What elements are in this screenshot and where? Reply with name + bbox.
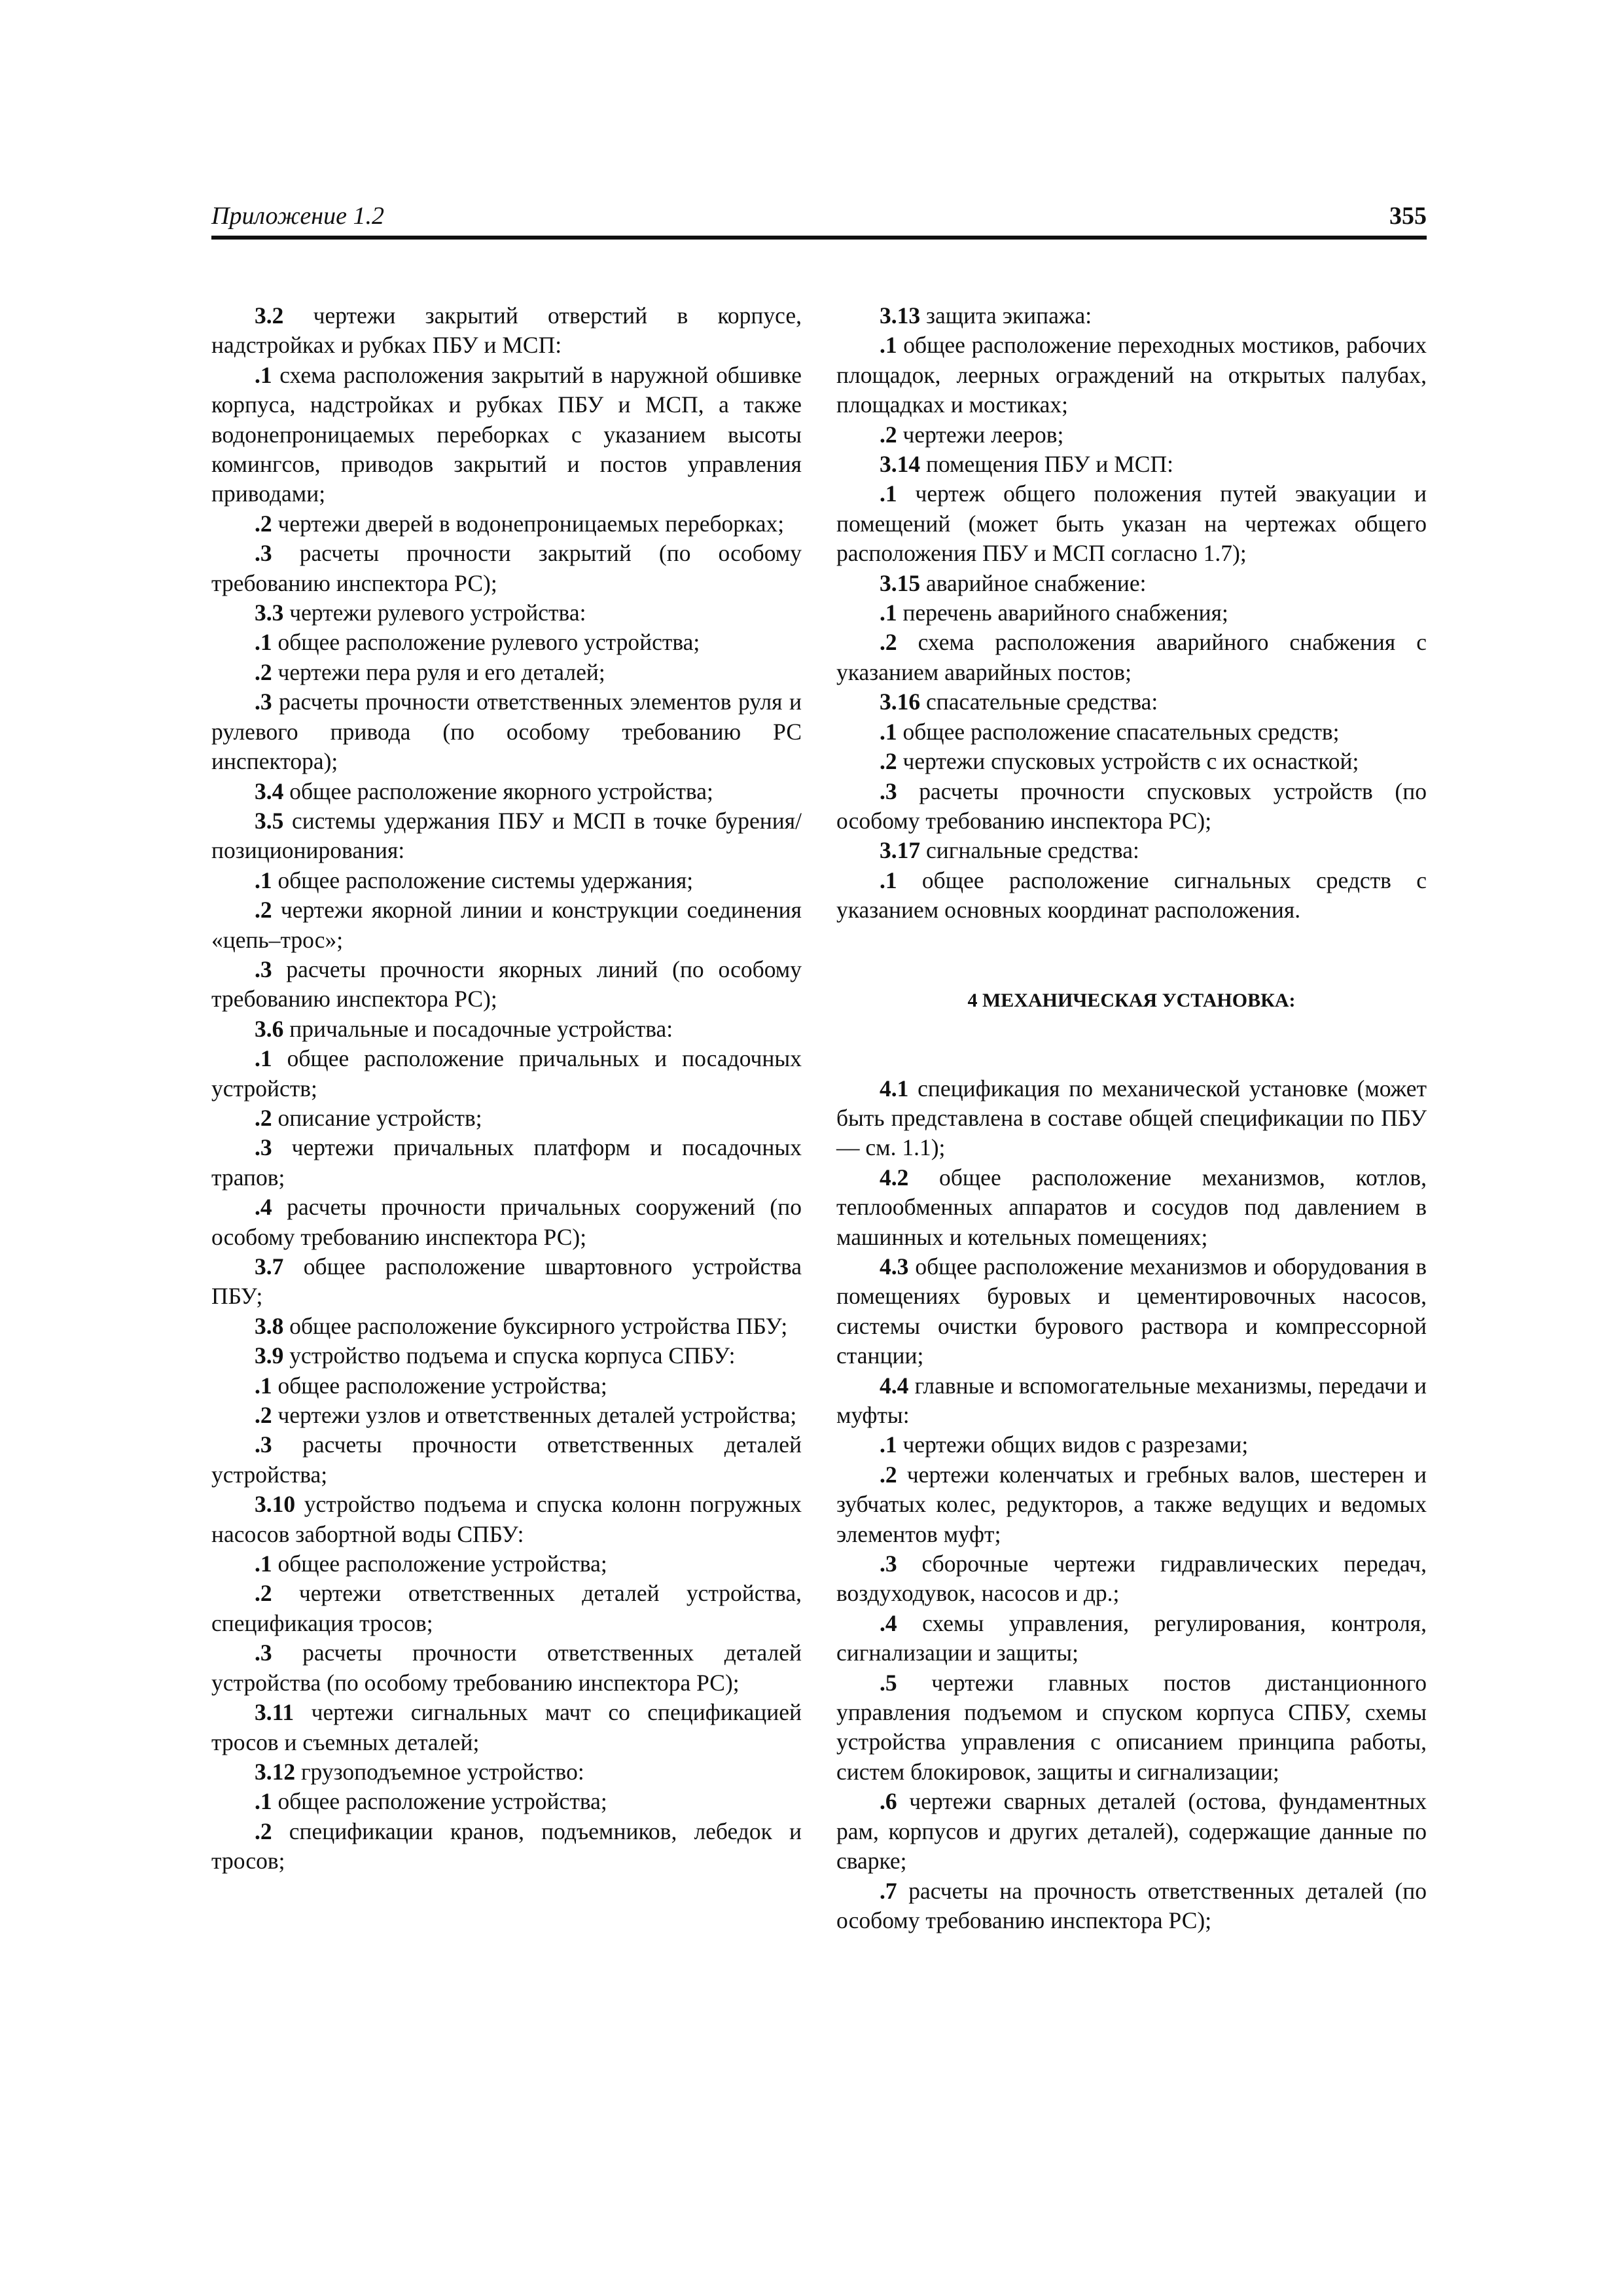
paragraph [211,777,802,806]
item-number: 4.2 [880,1164,909,1191]
item-text: аварийное снабжение: [920,569,1147,596]
item-number: 3.12 [255,1758,296,1785]
paragraph [836,1252,1427,1371]
paragraph [211,628,802,657]
left-column [211,301,802,1876]
item-text: общее расположение переходных мостиков, рабочих площадок, леерных ограждений на открытых палубах, площадках и мостиках; [836,332,1427,418]
item-number: 3.7 [255,1253,284,1280]
item-text: общее расположение причальных и посадочных устройств; [211,1045,802,1102]
paragraph [211,1757,802,1787]
item-number: .4 [880,1609,897,1636]
item-text: общее расположение рулевого устройства; [272,629,700,656]
item-number: .1 [255,1045,272,1072]
paragraph [211,1787,802,1816]
item-text: чертежи сварных деталей (остова, фундаментных рам, корпусов и других деталей), содержащие данные по сварке; [836,1788,1427,1874]
paragraph [211,658,802,687]
item-text: чертеж общего положения путей эвакуации и помещений (может быть указан на чертежах общего расположения ПБУ и МСП согласно 1.7); [836,480,1427,567]
item-text: расчеты прочности спусковых устройств (по особому требованию инспектора РС); [836,778,1427,834]
item-text: чертежи пера руля и его деталей; [272,658,605,685]
paragraph [211,1698,802,1757]
paragraph [836,479,1427,568]
paragraph [211,361,802,509]
paragraph [836,331,1427,420]
paragraph [211,1430,802,1490]
paragraph [211,301,802,361]
item-number: 4.3 [880,1253,909,1280]
item-number: .3 [255,689,272,715]
item-number: .2 [255,658,272,685]
item-text: расчеты прочности ответственных деталей устройства; [211,1431,802,1488]
paragraph [211,1014,802,1044]
item-text: чертежи рулевого устройства: [283,600,586,626]
paragraph [836,1430,1427,1460]
item-text: общее расположение системы удержания; [272,867,694,893]
item-number: .1 [880,867,897,893]
paragraph [211,1044,802,1103]
item-number: 3.3 [255,600,284,626]
item-text: общее расположение устройства; [272,1788,607,1815]
item-text: схема расположения аварийного снабжения с указанием аварийных постов; [836,629,1427,685]
item-number: .1 [880,332,897,359]
item-number: 3.4 [255,778,284,804]
item-text: спецификации кранов, подъемников, лебедок и тросов; [211,1818,802,1874]
item-number: 3.9 [255,1342,284,1369]
item-number: .3 [880,778,897,804]
item-text: расчеты прочности ответственных элементов руля и рулевого привода (по особому требованию РС инспектора); [211,689,802,775]
item-number: .2 [880,421,897,448]
paragraph [836,1163,1427,1252]
paragraph [211,1579,802,1638]
running-title: Приложение 1.2 [211,202,384,230]
item-number: .4 [255,1194,272,1221]
item-number: 3.2 [255,302,284,329]
paragraph [836,301,1427,331]
item-text: расчеты прочности закрытий (по особому требованию инспектора РС); [211,540,802,596]
item-number: .2 [255,1104,272,1131]
item-number: 3.8 [255,1312,284,1339]
item-text: системы удержания ПБУ и МСП в точке бурения/позиционирования: [211,807,802,864]
paragraph [211,598,802,628]
item-text: чертежи дверей в водонепроницаемых переборках; [272,510,785,537]
item-number: 3.10 [255,1491,296,1518]
paragraph [836,836,1427,865]
item-text: спецификация по механической установке (может быть представлена в составе общей спецификации по ПБУ — см. 1.1); [836,1075,1427,1161]
item-number: 3.13 [880,302,921,329]
paragraph [211,1817,802,1876]
item-number: .6 [880,1788,897,1815]
item-number: .2 [255,897,272,924]
paragraph [836,1787,1427,1876]
paragraph [836,598,1427,628]
item-number: .1 [880,480,897,507]
item-number: .3 [255,956,272,982]
item-text: чертежи коленчатых и гребных валов, шестерен и зубчатых колес, редукторов, а также ведущих и ведомых элементов муфт; [836,1461,1427,1547]
item-text: чертежи лееров; [897,421,1064,448]
paragraph [836,420,1427,450]
item-number: 3.6 [255,1015,284,1042]
section-heading: 4 МЕХАНИЧЕСКАЯ УСТАНОВКА: [967,989,1296,1011]
paragraph [836,569,1427,598]
item-text: чертежи причальных платформ и посадочных трапов; [211,1134,802,1191]
item-text: сигнальные средства: [920,837,1139,864]
page-number: 355 [1389,202,1427,230]
item-number: 4.1 [880,1075,909,1102]
item-text: чертежи узлов и ответственных деталей устройства; [272,1402,797,1429]
item-number: .2 [880,1461,897,1488]
item-text: расчеты прочности якорных линий (по особому требованию инспектора РС); [211,956,802,1013]
item-number: .1 [255,1372,272,1399]
item-number: .3 [255,1134,272,1161]
paragraph [836,450,1427,479]
item-text: расчеты прочности ответственных деталей устройства (по особому требованию инспектора РС); [211,1640,802,1696]
item-text: причальные и посадочные устройства: [283,1015,673,1042]
item-text: защита экипажа: [920,302,1092,329]
paragraph [836,717,1427,747]
page-header [211,194,1427,240]
item-text: расчеты на прочность ответственных деталей (по особому требованию инспектора РС); [836,1877,1427,1933]
item-number: .3 [255,540,272,567]
paragraph [836,866,1427,925]
item-text: сборочные чертежи гидравлических передач, воздуходувок, насосов и др.; [836,1551,1427,1607]
paragraph [836,1371,1427,1431]
paragraph [211,1341,802,1371]
item-text: общее расположение буксирного устройства ПБУ; [283,1312,788,1339]
paragraph [836,1460,1427,1549]
right-column-top [836,301,1427,925]
item-number: .1 [255,867,272,893]
item-number: .2 [255,510,272,537]
item-number: .3 [880,1551,897,1577]
item-text: перечень аварийного снабжения; [897,600,1228,626]
item-text: чертежи якорной линии и конструкции соединения «цепь–трос»; [211,897,802,953]
item-text: общее расположение механизмов и оборудования в помещениях буровых и цементировочных насосов, системы очистки бурового раствора и компрессорной станции; [836,1253,1427,1369]
item-number: 3.17 [880,837,921,864]
paragraph [836,1668,1427,1787]
paragraph [211,895,802,955]
paragraph [211,955,802,1014]
item-text: схема расположения закрытий в наружной обшивке корпуса, надстройках и рубках ПБУ и МСП, а также водонепроницаемых переборках с указанием высоты комингсов, приводов закрытий и постов управления приводами; [211,361,802,507]
item-text: схемы управления, регулирования, контроля, сигнализации и защиты; [836,1609,1427,1666]
paragraph [836,687,1427,717]
item-text: чертежи главных постов дистанционного управления подъемом и спуском корпуса СПБУ, схемы устройства управления с описанием принципа работы, систем блокировок, защиты и сигнализации; [836,1669,1427,1785]
right-column-bottom [836,1074,1427,1936]
item-text: чертежи сигнальных мачт со спецификацией тросов и съемных деталей; [211,1699,802,1755]
paragraph [836,628,1427,687]
item-number: .3 [255,1640,272,1666]
item-text: общее расположение швартовного устройства ПБУ; [211,1253,802,1310]
item-number: 4.4 [880,1372,909,1399]
item-number: .2 [880,748,897,775]
paragraph [211,1371,802,1401]
item-text: общее расположение механизмов, котлов, теплообменных аппаратов и сосудов под давлением в машинных и котельных помещениях; [836,1164,1427,1250]
paragraph [211,1312,802,1341]
item-number: 3.5 [255,807,284,834]
item-number: .2 [255,1580,272,1607]
paragraph [211,1103,802,1133]
item-number: .1 [255,1788,272,1815]
item-number: .1 [880,1431,897,1458]
paragraph [836,1549,1427,1609]
item-number: .2 [255,1818,272,1844]
item-text: чертежи закрытий отверстий в корпусе, надстройках и рубках ПБУ и МСП: [211,302,802,359]
item-number: .1 [255,1551,272,1577]
item-number: 3.14 [880,451,921,478]
paragraph [836,1074,1427,1163]
item-number: 3.11 [255,1699,294,1726]
item-text: спасательные средства: [920,689,1158,715]
item-number: .7 [880,1877,897,1904]
item-text: общее расположение спасательных средств; [897,718,1340,745]
paragraph [836,1609,1427,1668]
item-text: общее расположение устройства; [272,1551,607,1577]
item-number: 3.16 [880,689,921,715]
item-number: .2 [880,629,897,656]
item-text: общее расположение якорного устройства; [283,778,713,804]
item-text: помещения ПБУ и МСП: [920,451,1173,478]
paragraph [211,687,802,776]
item-text: устройство подъема и спуска колонн погружных насосов забортной воды СПБУ: [211,1491,802,1547]
item-number: 3.15 [880,569,921,596]
item-text: чертежи общих видов с разрезами; [897,1431,1249,1458]
item-number: .1 [255,361,272,388]
paragraph [211,1252,802,1312]
paragraph [211,539,802,598]
paragraph [211,1490,802,1549]
item-text: расчеты прочности причальных сооружений (по особому требованию инспектора РС); [211,1194,802,1250]
right-column [836,301,1427,1935]
paragraph [211,509,802,539]
item-number: .1 [255,629,272,656]
item-number: .1 [880,600,897,626]
paragraph [211,1549,802,1579]
paragraph [211,1401,802,1430]
paragraph [211,806,802,866]
paragraph [836,747,1427,776]
paragraph [211,1193,802,1252]
paragraph [836,777,1427,836]
item-text: общее расположение сигнальных средств с указанием основных координат расположения. [836,867,1427,924]
paragraph [211,1638,802,1698]
item-text: устройство подъема и спуска корпуса СПБУ: [283,1342,736,1369]
item-number: .2 [255,1402,272,1429]
item-text: грузоподъемное устройство: [295,1758,584,1785]
paragraph [836,1876,1427,1936]
item-text: главные и вспомогательные механизмы, передачи и муфты: [836,1372,1427,1428]
item-number: .3 [255,1431,272,1458]
item-text: общее расположение устройства; [272,1372,607,1399]
paragraph [211,1133,802,1193]
item-text: описание устройств; [272,1104,482,1131]
item-text: чертежи спусковых устройств с их оснасткой; [897,748,1359,775]
item-number: .5 [880,1669,897,1696]
item-number: .1 [880,718,897,745]
paragraph [211,866,802,895]
item-text: чертежи ответственных деталей устройства, спецификация тросов; [211,1580,802,1636]
